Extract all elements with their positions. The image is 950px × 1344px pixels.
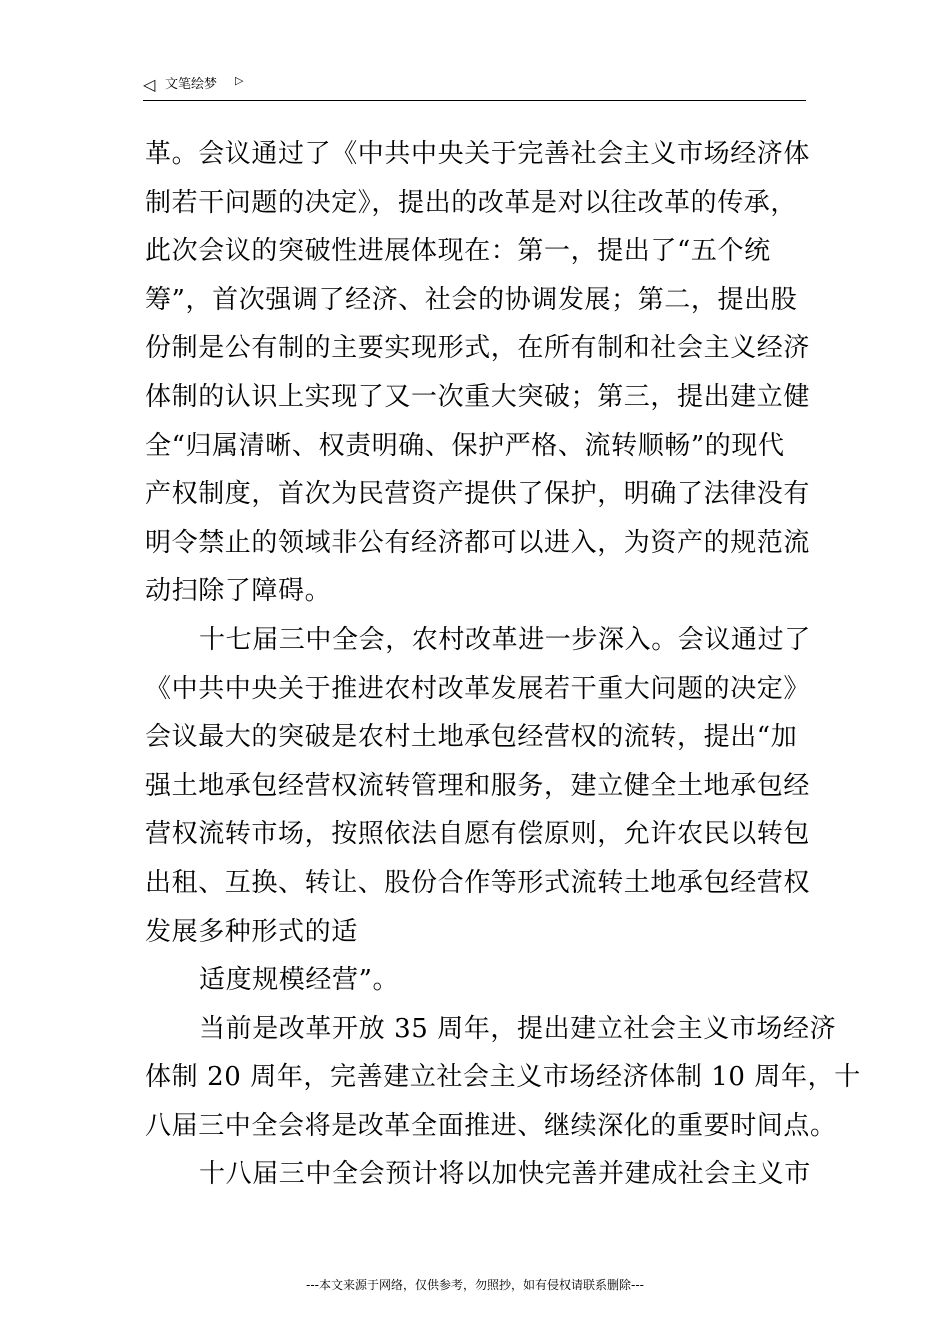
text-line: 强土地承包经营权流转管理和服务，建立健全土地承包经 bbox=[145, 770, 811, 801]
header-right-triangle-icon: ▷ bbox=[235, 74, 244, 87]
text-line: 体制 20 周年，完善建立社会主义市场经济体制 10 周年，十 bbox=[145, 1062, 861, 1093]
document-body bbox=[145, 130, 861, 1199]
text-line: 全“归属清晰、权责明确、保护严格、流转顺畅”的现代 bbox=[145, 430, 785, 461]
text-line: 发展多种形式的适 bbox=[145, 916, 358, 947]
paragraph-first-line: 当前是改革开放 35 周年，提出建立社会主义市场经济 bbox=[199, 1013, 837, 1044]
paragraph-first-line: 适度规模经营”。 bbox=[199, 965, 400, 996]
header-left-triangle-icon: ◁ bbox=[143, 75, 156, 94]
text-line: 筹”，首次强调了经济、社会的协调发展；第二，提出股 bbox=[145, 284, 798, 315]
page-footer-disclaimer: ---本文来源于网络，仅供参考，勿照抄，如有侵权请联系删除--- bbox=[306, 1278, 644, 1292]
page-header bbox=[143, 74, 806, 101]
text-line: 制若干问题的决定》，提出的改革是对以往改革的传承， bbox=[145, 187, 798, 218]
text-line: 革。会议通过了《中共中央关于完善社会主义市场经济体 bbox=[145, 139, 811, 169]
text-line: 明令禁止的领域非公有经济都可以进入，为资产的规范流 bbox=[145, 527, 811, 558]
text-line: 营权流转市场，按照依法自愿有偿原则，允许农民以转包 bbox=[145, 819, 811, 850]
text-line: 份制是公有制的主要实现形式，在所有制和社会主义经济 bbox=[145, 333, 811, 364]
header-title: 文笔绘梦 bbox=[165, 77, 218, 92]
text-line: 出租、互换、转让、股份合作等形式流转土地承包经营权 bbox=[145, 867, 811, 898]
text-line: 《中共中央关于推进农村改革发展若干重大问题的决定》 bbox=[145, 673, 811, 704]
paragraph-first-line: 十七届三中全会，农村改革进一步深入。会议通过了 bbox=[199, 624, 811, 655]
text-line: 会议最大的突破是农村土地承包经营权的流转，提出“加 bbox=[145, 722, 798, 753]
text-line: 此次会议的突破性进展体现在：第一，提出了“五个统 bbox=[145, 236, 771, 267]
text-line: 体制的认识上实现了又一次重大突破；第三，提出建立健 bbox=[145, 381, 811, 412]
text-line: 八届三中全会将是改革全面推进、继续深化的重要时间点。 bbox=[145, 1110, 837, 1141]
paragraph-first-line: 十八届三中全会预计将以加快完善并建成社会主义市 bbox=[199, 1159, 811, 1190]
text-line: 动扫除了障碍。 bbox=[145, 576, 332, 607]
text-line: 产权制度，首次为民营资产提供了保护，明确了法律没有 bbox=[145, 479, 811, 510]
